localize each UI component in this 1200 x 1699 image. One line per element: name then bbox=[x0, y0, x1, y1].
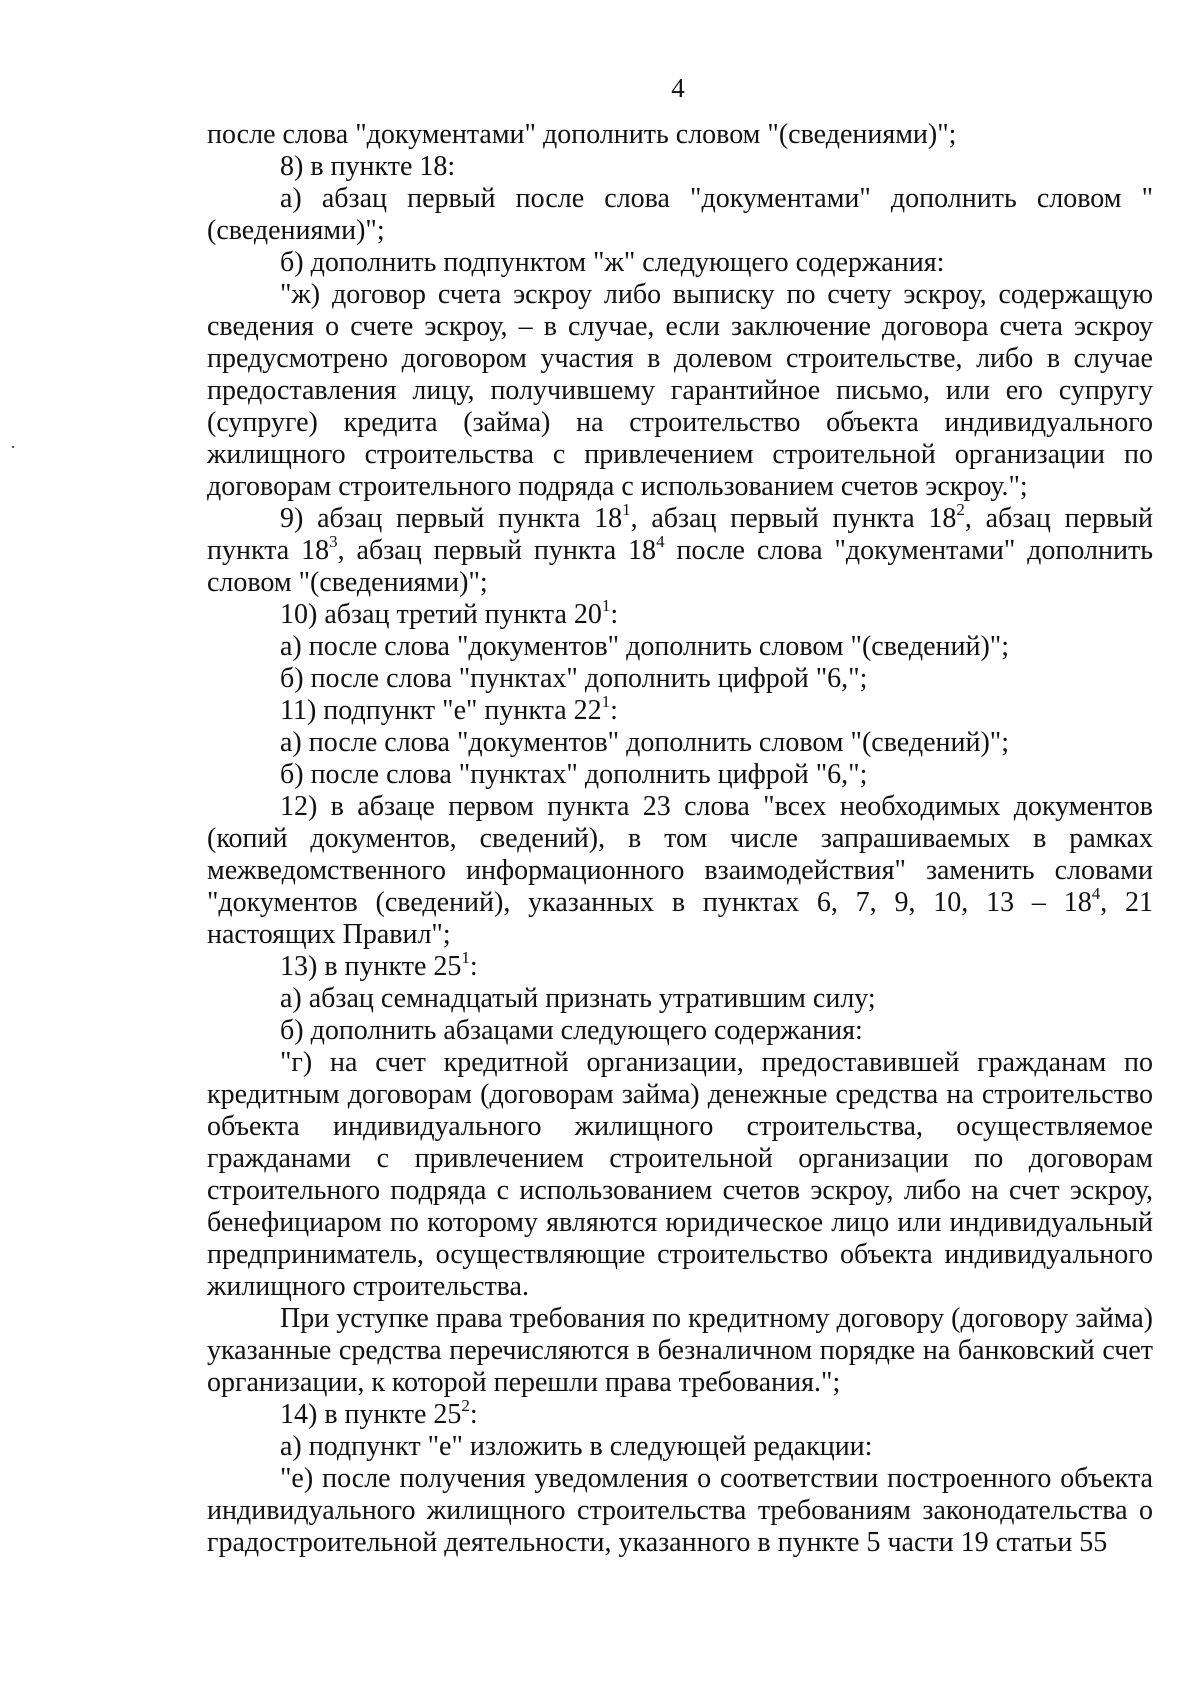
paragraph bbox=[207, 759, 1153, 791]
paragraph-text: , абзац первый пункта 18 bbox=[337, 535, 657, 566]
paragraph bbox=[207, 151, 1153, 183]
paragraph bbox=[207, 1303, 1153, 1399]
paragraph-text: 11) подпункт "е" пункта 22 bbox=[280, 695, 602, 726]
paragraph bbox=[207, 1463, 1153, 1559]
paragraph-text: 8) в пункте 18: bbox=[280, 151, 456, 182]
paragraph-text: а) после слова "документов" дополнить словом "(сведений)"; bbox=[280, 631, 1009, 662]
superscript: 1 bbox=[601, 691, 611, 711]
paragraph bbox=[207, 663, 1153, 695]
paragraph-text: а) абзац семнадцатый признать утратившим силу; bbox=[280, 983, 876, 1014]
paragraph-text: а) подпункт "е" изложить в следующей редакции: bbox=[280, 1431, 873, 1462]
superscript: 2 bbox=[461, 1395, 470, 1415]
paragraph-text: 9) абзац первый пункта 18 bbox=[280, 503, 623, 534]
paragraph bbox=[207, 727, 1153, 759]
paragraph bbox=[207, 279, 1153, 503]
paragraph-text: б) после слова "пунктах" дополнить цифрой "6,"; bbox=[280, 759, 868, 790]
paragraph bbox=[207, 631, 1153, 663]
superscript: 1 bbox=[461, 947, 470, 967]
paragraph-text: 12) в абзаце первом пункта 23 слова "всех необходимых документов (копий документов, сведений), в том числе запрашиваемых в рамках межведомственного информационного взаимодействия" заменить словами "документов (сведений), указанных в пунктах 6, 7, 9, 10, 13 – 18 bbox=[207, 791, 1153, 918]
paragraph-text: : bbox=[469, 1399, 478, 1430]
paragraph-text: 14) в пункте 25 bbox=[280, 1399, 462, 1430]
paragraph bbox=[207, 119, 1153, 151]
paragraph-text: б) после слова "пунктах" дополнить цифрой "6,"; bbox=[280, 663, 868, 694]
superscript: 4 bbox=[1091, 883, 1101, 903]
paragraph-text: б) дополнить подпунктом "ж" следующего содержания: bbox=[280, 247, 945, 278]
paragraph-text: , абзац первый пункта 18 bbox=[207, 503, 1154, 566]
paragraph bbox=[207, 595, 1153, 631]
paragraph-text: а) абзац первый после слова "документами" дополнить словом "(сведениями)"; bbox=[207, 183, 1153, 246]
paragraph bbox=[207, 1395, 1153, 1431]
paragraph bbox=[207, 1431, 1153, 1463]
paragraph-text: а) после слова "документов" дополнить словом "(сведений)"; bbox=[280, 727, 1009, 758]
superscript: 4 bbox=[656, 531, 665, 551]
paragraph-text: : bbox=[610, 599, 619, 630]
paragraph bbox=[207, 947, 1153, 983]
scan-speck bbox=[12, 446, 14, 448]
paragraph bbox=[207, 691, 1153, 727]
paragraph-text: , 21 настоящих Правил"; bbox=[207, 887, 1154, 950]
superscript: 1 bbox=[601, 595, 611, 615]
paragraph-text: после слова "документами" дополнить словом "(сведениями)"; bbox=[207, 119, 957, 150]
superscript: 2 bbox=[956, 499, 965, 519]
paragraph bbox=[207, 983, 1153, 1015]
paragraph-text: При уступке права требования по кредитному договору (договору займа) указанные средства перечисляются в безналичном порядке на банковский счет организации, к которой перешли права требования."; bbox=[207, 1303, 1153, 1398]
paragraph-text: "г) на счет кредитной организации, предоставившей гражданам по кредитным договорам (договорам займа) денежные средства на строительство объекта индивидуального жилищного строительства, осуществляемое гражданами с привлечением строительной организации по договорам строительного подряда с использованием счетов эскроу, либо на счет эскроу, бенефициаром по которому являются юридическое лицо или индивидуальный предприниматель, осуществляющие строительство объекта индивидуального жилищного строительства. bbox=[207, 1047, 1153, 1302]
paragraph bbox=[207, 183, 1153, 247]
paragraph bbox=[207, 499, 1154, 599]
paragraph-text: 13) в пункте 25 bbox=[280, 951, 462, 982]
document-body bbox=[207, 119, 1153, 1559]
paragraph-text: "е) после получения уведомления о соответствии построенного объекта индивидуального жилищного строительства требованиям законодательства о градостроительной деятельности, указанного в пункте 5 части 19 статьи 55 bbox=[207, 1463, 1153, 1558]
page-number: 4 bbox=[671, 73, 685, 103]
paragraph bbox=[207, 1047, 1153, 1303]
paragraph-text: 10) абзац третий пункта 20 bbox=[280, 599, 602, 630]
paragraph-text: : bbox=[469, 951, 478, 982]
paragraph-text: б) дополнить абзацами следующего содержания: bbox=[280, 1015, 863, 1046]
paragraph-text: : bbox=[610, 695, 618, 726]
paragraph-text: "ж) договор счета эскроу либо выписку по счету эскроу, содержащую сведения о счете эскроу, – в случае, если заключение договора счета эскроу предусмотрено договором участия в долевом строительстве, либо в случае предоставления лицу, получившему гарантийное письмо, или его супругу (супруге) кредита (займа) на строительство объекта индивидуального жилищного строительства с привлечением строительной организации по договорам строительного подряда с использованием счетов эскроу."; bbox=[207, 279, 1153, 502]
paragraph-text: после слова "документами" дополнить словом "(сведениями)"; bbox=[207, 535, 1153, 598]
paragraph-text: , абзац первый пункта 18 bbox=[630, 503, 957, 534]
paragraph bbox=[207, 1015, 1153, 1047]
superscript: 1 bbox=[622, 499, 631, 519]
superscript: 3 bbox=[329, 531, 338, 551]
paragraph bbox=[207, 791, 1153, 951]
paragraph bbox=[207, 247, 1153, 279]
